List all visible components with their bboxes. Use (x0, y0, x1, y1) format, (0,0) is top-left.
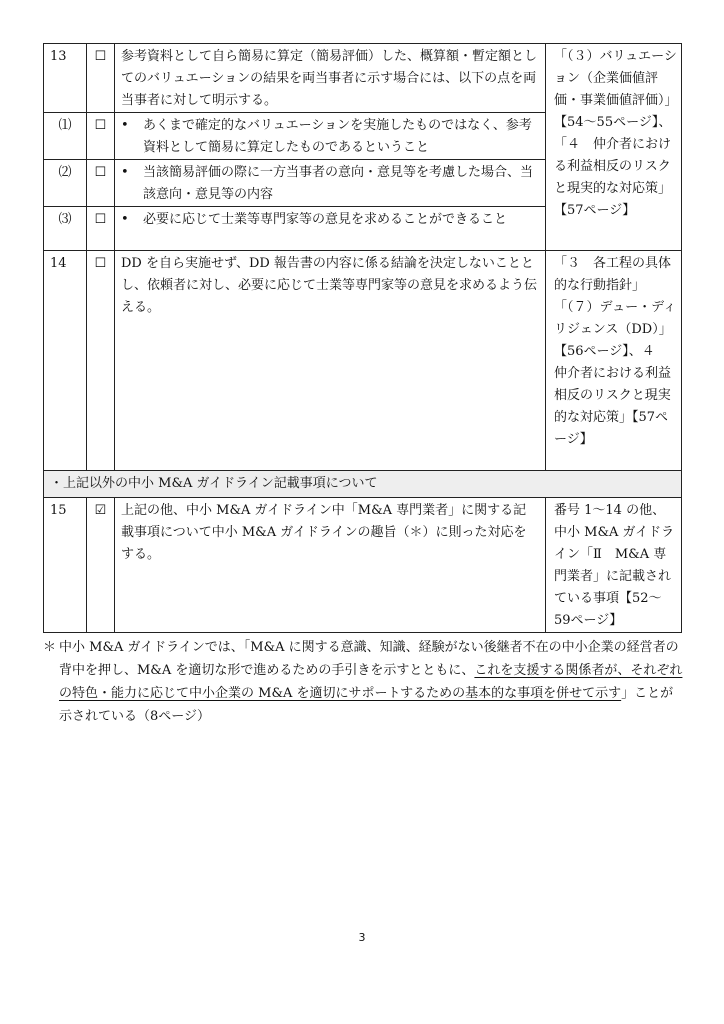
checklist-table (43, 43, 682, 633)
footnote-lead: 中小 M&A ガイドラインでは、「M&A に関する意識、知識、経験がない後継者不在の中小企業の経営者の背中を押し、M&A を適切な形で進めるための手引きを示すとともに、 (59, 640, 679, 678)
sub-item-label: 必要に応じて士業等専門家等の意見を求めることができること (143, 212, 508, 227)
section-heading: ・上記以外の中小 M&A ガイドライン記載事項について (44, 471, 682, 498)
footnote-tail: 」ことが示されている（8ページ） (59, 686, 674, 724)
reference-cell: 「３ 各工程の具体的な行動指針」「（７）デュー・ディリジェンス（DD）」【56ページ】、４ 仲介者における利益相反のリスクと現実的な対応策」【57ページ】 (546, 251, 682, 471)
footnote-text (59, 636, 683, 728)
sub-item-text (115, 113, 546, 160)
sub-item-label: あくまで確定的なバリュエーションを実施したものではなく、参考資料として簡易に算定したものであるということ (143, 118, 532, 155)
section-row (44, 471, 682, 498)
item-text: DD を自ら実施せず、DD 報告書の内容に係る結論を決定しないこととし、依頼者に対し、必要に応じて士業等専門家等の意見を求めるよう伝える。 (115, 251, 546, 471)
item-number: 14 (44, 251, 87, 471)
checkbox-icon[interactable]: ☐ (87, 160, 115, 207)
reference-cell: 「（３）バリュエーション（企業価値評価・事業価値評価）」【54〜55ページ】、「４ 仲介者における利益相反のリスクと現実的な対応策」【57ページ】 (546, 44, 682, 251)
checkbox-icon[interactable]: ☐ (87, 44, 115, 113)
sub-item-number: ⑶ (44, 207, 87, 251)
bullet-icon: • (121, 118, 129, 133)
item-number: 15 (44, 498, 87, 633)
sub-item-text (115, 160, 546, 207)
reference-cell: 番号 1〜14 の他、中小 M&A ガイドライン「Ⅱ M&A 専門業者」に記載されている事項【52〜59ページ】 (546, 498, 682, 633)
item-number: 13 (44, 44, 87, 113)
item-text: 上記の他、中小 M&A ガイドライン中「M&A 専門業者」に関する記載事項について中小 M&A ガイドラインの趣旨（＊）に則った対応をする。 (115, 498, 546, 633)
table-row (44, 251, 682, 471)
sub-item-text (115, 207, 546, 251)
sub-item-label: 当該簡易評価の際に一方当事者の意向・意見等を考慮した場合、当該意向・意見等の内容 (143, 165, 534, 202)
table-row (44, 498, 682, 633)
bullet-icon: • (121, 212, 129, 227)
checkbox-icon[interactable]: ☐ (87, 251, 115, 471)
item-text: 参考資料として自ら簡易に算定（簡易評価）した、概算額・暫定額としてのバリュエーションの結果を両当事者に示す場合には、以下の点を両当事者に対して明示する。 (115, 44, 546, 113)
asterisk-icon: ＊ (43, 640, 57, 655)
checked-checkbox-icon[interactable]: ☑ (87, 498, 115, 633)
sub-item-number: ⑵ (44, 160, 87, 207)
footnote (43, 636, 683, 728)
table-row (44, 44, 682, 113)
footnote-underlined: これを支援する関係者が、それぞれの特色・能力に応じて中小企業の M&A を適切にサポートするための基本的な事項を併せて示す (59, 663, 683, 701)
page-number: 3 (358, 931, 366, 944)
checkbox-icon[interactable]: ☐ (87, 207, 115, 251)
checkbox-icon[interactable]: ☐ (87, 113, 115, 160)
sub-item-number: ⑴ (44, 113, 87, 160)
bullet-icon: • (121, 165, 129, 180)
